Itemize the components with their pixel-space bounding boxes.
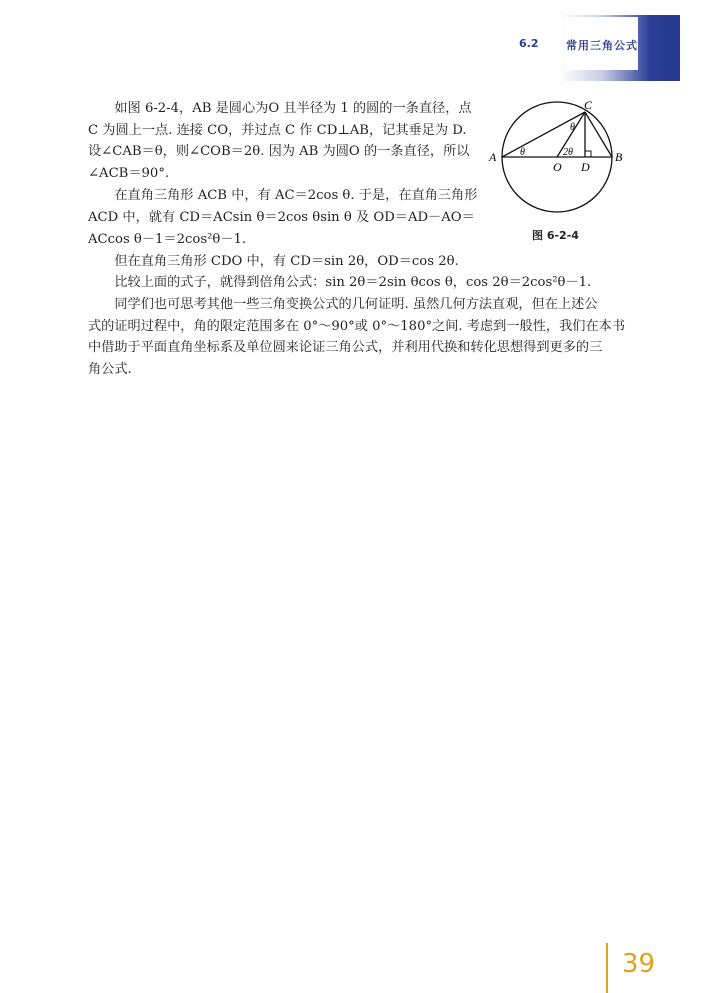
page-number-divider <box>606 943 608 993</box>
right-angle-mark <box>585 151 591 157</box>
label-d: D <box>581 160 590 174</box>
text-line: 角公式. <box>88 362 132 377</box>
label-two-theta: 2θ <box>563 147 573 158</box>
text-line: 但在直角三角形 CDO 中，有 CD＝sin 2θ，OD＝cos 2θ. <box>88 254 459 269</box>
text-line: 如图 6-2-4，AB 是圆心为O 且半径为 1 的圆的一条直径，点 <box>88 101 472 116</box>
text-line: 中借助于平面直角坐标系及单位圆来论证三角公式，并利用代换和转化思想得到更多的三 <box>88 340 603 355</box>
section-number: 6.2 <box>519 37 539 50</box>
label-theta-a: θ <box>520 147 525 158</box>
figure-caption: 图 6-2-4 <box>532 229 579 242</box>
text-line: 比较上面的式子，就得到倍角公式：sin 2θ＝2sin θcos θ，cos 2θ＝2cos²θ－1. <box>88 275 592 290</box>
label-a: A <box>489 150 497 164</box>
text-line: ACD 中，就有 CD＝ACsin θ＝2cos θsin θ 及 OD＝AD－AO＝ <box>88 210 475 225</box>
section-title: 常用三角公式 <box>566 39 638 52</box>
segment-cb <box>585 112 612 157</box>
text-line: C 为圆上一点. 连接 CO，并过点 C 作 CD⊥AB，记其垂足为 D. <box>88 123 467 138</box>
text-line: ACcos θ－1＝2cos²θ－1. <box>88 232 247 247</box>
text-line: 同学们也可思考其他一些三角变换公式的几何证明. 虽然几何方法直观，但在上述公 <box>88 297 598 312</box>
text-line: ∠ACB＝90°. <box>88 166 170 181</box>
text-line: 在直角三角形 ACB 中，有 AC＝2cos θ. 于是，在直角三角形 <box>88 188 478 203</box>
text-line: 式的证明过程中，角的限定范围多在 0°～90°或 0°～180°之间. 考虑到一般性，我们在本书 <box>88 319 626 334</box>
label-b: B <box>615 150 623 164</box>
text-line: 设∠CAB＝θ，则∠COB＝2θ. 因为 AB 为圆O 的一条直径，所以 <box>88 144 470 159</box>
page-number: 39 <box>622 949 656 979</box>
label-theta-c: θ <box>570 122 575 133</box>
label-c: C <box>584 98 593 112</box>
label-o: O <box>553 160 562 174</box>
figure-circle-diagram <box>480 95 630 225</box>
